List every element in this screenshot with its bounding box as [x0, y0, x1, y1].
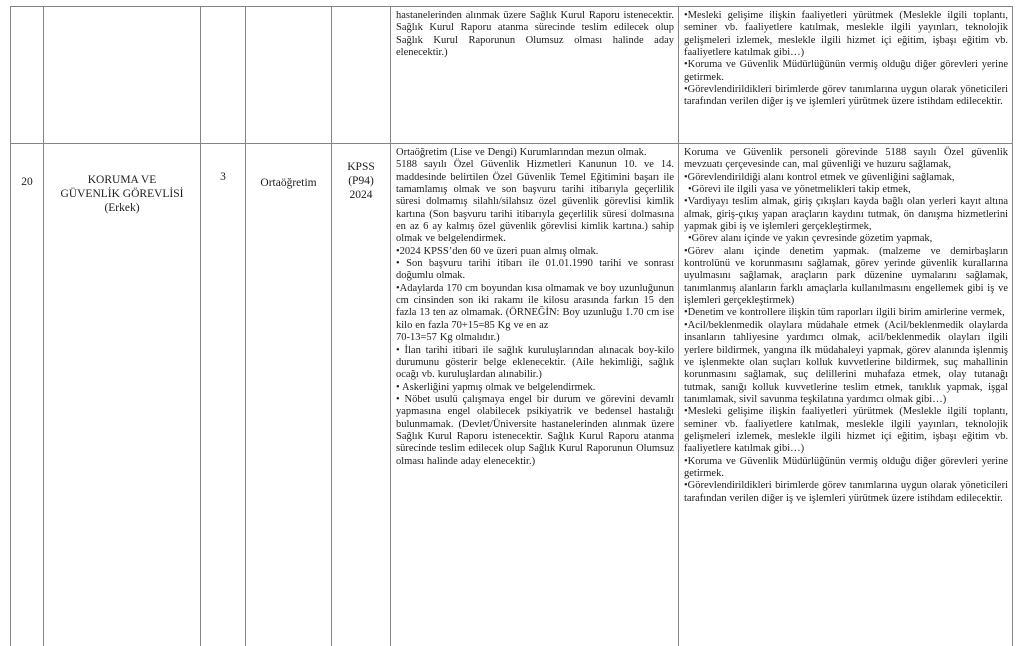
requirement-paragraph: • Son başvuru tarihi itibarı ile 01.01.1990 tarihi ve sonrası doğumlu olmak. [396, 258, 674, 282]
requirements-text [391, 7, 678, 143]
duty-paragraph: •Görevlendirildikleri birimlerde görev tanımlarına uygun olarak yöneticileri tarafından verilen diğer iş ve işlemleri yürütmek üzere istihdam edilecektir. [684, 84, 1008, 108]
exam-score-line: KPSS [347, 161, 375, 173]
exam-score-line: 2024 [349, 189, 373, 201]
requirement-paragraph: • Askerliğini yapmış olmak ve belgelendirmek. [396, 381, 596, 393]
row-number-cell-empty [11, 7, 44, 144]
duty-paragraph: Koruma ve Güvenlik personeli görevinde 5188 sayılı Özel güvenlik mevzuatı çerçevesinde can, mal güvenliği ve huzuru sağlamak, [684, 147, 1008, 171]
duty-paragraph: •Mesleki gelişime ilişkin faaliyetleri yürütmek (Meslekle ilgili toplantı, seminer vb. faaliyetlere katılmak, meslekle ilgili yayınları, teknolojik gelişmeleri izlemek, meslekle ilgili hizmet içi eğitim, işbaşı eğitim vb. faaliyetlere katılmak gibi…) [684, 406, 1008, 455]
duty-paragraph: •Vardiyayı teslim almak, giriş çıkışları kayda bağlı olan yerleri kayıt altına almak, giriş-çıkış yapan araçların kaydını tutmak, ön danışma hizmetlerini yapmak gibi iş ve işlemleri gerçekleştirmek, [684, 196, 1008, 233]
duty-paragraph: •Görev alanı içinde denetim yapmak. (malzeme ve demirbaşların kontrolünü ve korunmasını sağlamak, görev yerinde güvenlik kurallarına uyulmasını sağlamak, araçların park düzenine uymalarını sağlamak, tanımlanmış alanların farklı amaçlarla kullanılmasını engellemek gibi iş ve işlemleri gerçekleştirmek) [684, 245, 1008, 307]
duty-paragraph: •Denetim ve kontrollere ilişkin tüm raporları ilgili birim amirlerine vermek, [684, 307, 1005, 319]
duty-paragraph: •Görevlendirildiği alanı kontrol etmek ve güvenliğini sağlamak, [684, 171, 955, 183]
row-number: 20 [21, 176, 33, 188]
position-title-cell-empty [44, 7, 201, 144]
continuation-row [11, 7, 1013, 144]
quota-value: 3 [220, 171, 226, 183]
requirement-paragraph: •Adaylarda 170 cm boyundan kısa olmamak ve boy uzunluğunun cm cinsinden son iki rakamı ile kilosu arasında farkın 15 den fazla 13 ten az olmamak. (ÖRNEĞİN: Boy uzunluğu 1.70 cm ise kilo en fazla 70+15=85 Kg ve en az [396, 282, 674, 331]
position-title-line: GÜVENLİK GÖREVLİSİ [60, 188, 184, 200]
requirement-paragraph: hastanelerinden alınmak üzere Sağlık Kurul Raporu istenecektir. Sağlık Kurul Raporu atanma sürecinde teslim edilecek olup Sağlık Kurul Raporunun Olumsuz olması halinde aday elenecektir.) [396, 10, 674, 59]
exam-score [332, 144, 390, 644]
duty-paragraph: •Görev alanı içinde ve yakın çevresinde gözetim yapmak, [688, 233, 933, 245]
job-posting-table [10, 6, 1013, 646]
position-title [44, 144, 200, 646]
duty-paragraph: •Görevlendirildikleri birimlerde görev tanımlarına uygun olarak yöneticileri tarafından verilen diğer iş ve işlemleri yürütmek üzere istihdam edilecektir. [684, 480, 1008, 504]
row-number-cell [11, 144, 44, 646]
duty-paragraph: •Mesleki gelişime ilişkin faaliyetleri yürütmek (Meslekle ilgili toplantı, seminer vb. faaliyetlere katılmak, meslekle ilgili yayınları, teknolojik gelişmeleri izlemek, meslekle ilgili hizmet içi eğitim, işbaşı eğitim vb. faaliyetlere katılmak gibi…) [684, 10, 1008, 59]
duty-paragraph: •Koruma ve Güvenlik Müdürlüğünün vermiş olduğu diğer görevleri yerine getirmek. [684, 455, 1008, 479]
requirement-paragraph: • İlan tarihi itibari ile sağlık kuruluşlarından alınacak boy-kilo durumunu gösterir belge eklenecektir. (Aile hekimliği, sağlık ocağı vb. kuruluşlardan alınabilir.) [396, 344, 674, 381]
position-title-cell [44, 144, 201, 646]
duties-text [679, 7, 1012, 143]
requirement-paragraph: 70-13=57 Kg olmalıdır.) [396, 332, 500, 344]
education-cell-empty [246, 7, 332, 144]
exam-cell-empty [332, 7, 391, 144]
requirement-paragraph: • Nöbet usulü çalışmaya engel bir durum ve görevini devamlı yapmasına engel olabilecek psikiyatrik ve bedensel hastalığı bulunmamak. (Devlet/Üniversite hastanelerinden alınmak üzere Sağlık Kurul Raporu istenecektir. Sağlık Kurul Raporu atanma sürecinde teslim edilecek olup Sağlık Kurul Raporunun Olumsuz olması halinde aday elenecektir.) [396, 393, 674, 467]
position-row-20 [11, 144, 1013, 646]
duties-cell [679, 144, 1013, 646]
requirements-text [391, 144, 678, 631]
requirements-cell-continuation [391, 7, 679, 144]
position-title-line: (Erkek) [104, 202, 140, 214]
duty-paragraph: •Görevi ile ilgili yasa ve yönetmelikleri takip etmek, [688, 184, 911, 196]
exam-score-cell [332, 144, 391, 646]
duty-paragraph: •Koruma ve Güvenlik Müdürlüğünün vermiş olduğu diğer görevleri yerine getirmek. [684, 59, 1008, 83]
requirements-cell [391, 144, 679, 646]
education-level: Ortaöğretim [260, 177, 317, 189]
duties-text [679, 144, 1012, 631]
exam-score-line: (P94) [348, 175, 374, 187]
duties-cell-continuation [679, 7, 1013, 144]
requirement-paragraph: Ortaöğretim (Lise ve Dengi) Kurumlarından mezun olmak. [396, 147, 647, 158]
requirement-paragraph: •2024 KPSS’den 60 ve üzeri puan almış olmak. [396, 245, 599, 257]
quota-cell-empty [201, 7, 246, 144]
quota-cell [201, 144, 246, 646]
requirement-paragraph: 5188 sayılı Özel Güvenlik Hizmetleri Kanunun 10. ve 14. maddesinde belirtilen Özel Güvenlik Temel Eğitimini başarı ile tamamlamış olmak ve son başvuru tarihi itibarıyla geçerlilik süresi dolmamış silahlı/silahsız özel güvenlik görevlisi kimlik kartına (Son başvuru tarihi itibarıyla geçerlilik süresi dolmasına en az 6 ay kalmış özel güvenlik görevlisi kimlik kartına.) sahip olmak ve belgelendirmek. [396, 159, 674, 245]
position-title-line: KORUMA VE [87, 174, 157, 186]
education-cell [246, 144, 332, 646]
duty-paragraph: •Acil/beklenmedik olaylara müdahale etmek (Acil/beklenmedik olaylarda insanların tahliyesine yardımcı olmak, acil/beklenmedik olayları ilgili yerlere bildirmek, yangına ilk müdahaleyi yapmak, görev alanında işlenmiş ve işlenmekte olan suçları kolluk kuvvetlerine bildirmek, suç mahallinin korunmasını sağlamak, suç delillerini muhafaza etmek, olay tutanağı tutmak, sanığı kolluk kuvvetlerine teslim etmek, tanıklık yapmak, işgal tanımlamak, sivil savunma teşkilatına yardımcı olmak gibi…) [684, 319, 1008, 405]
